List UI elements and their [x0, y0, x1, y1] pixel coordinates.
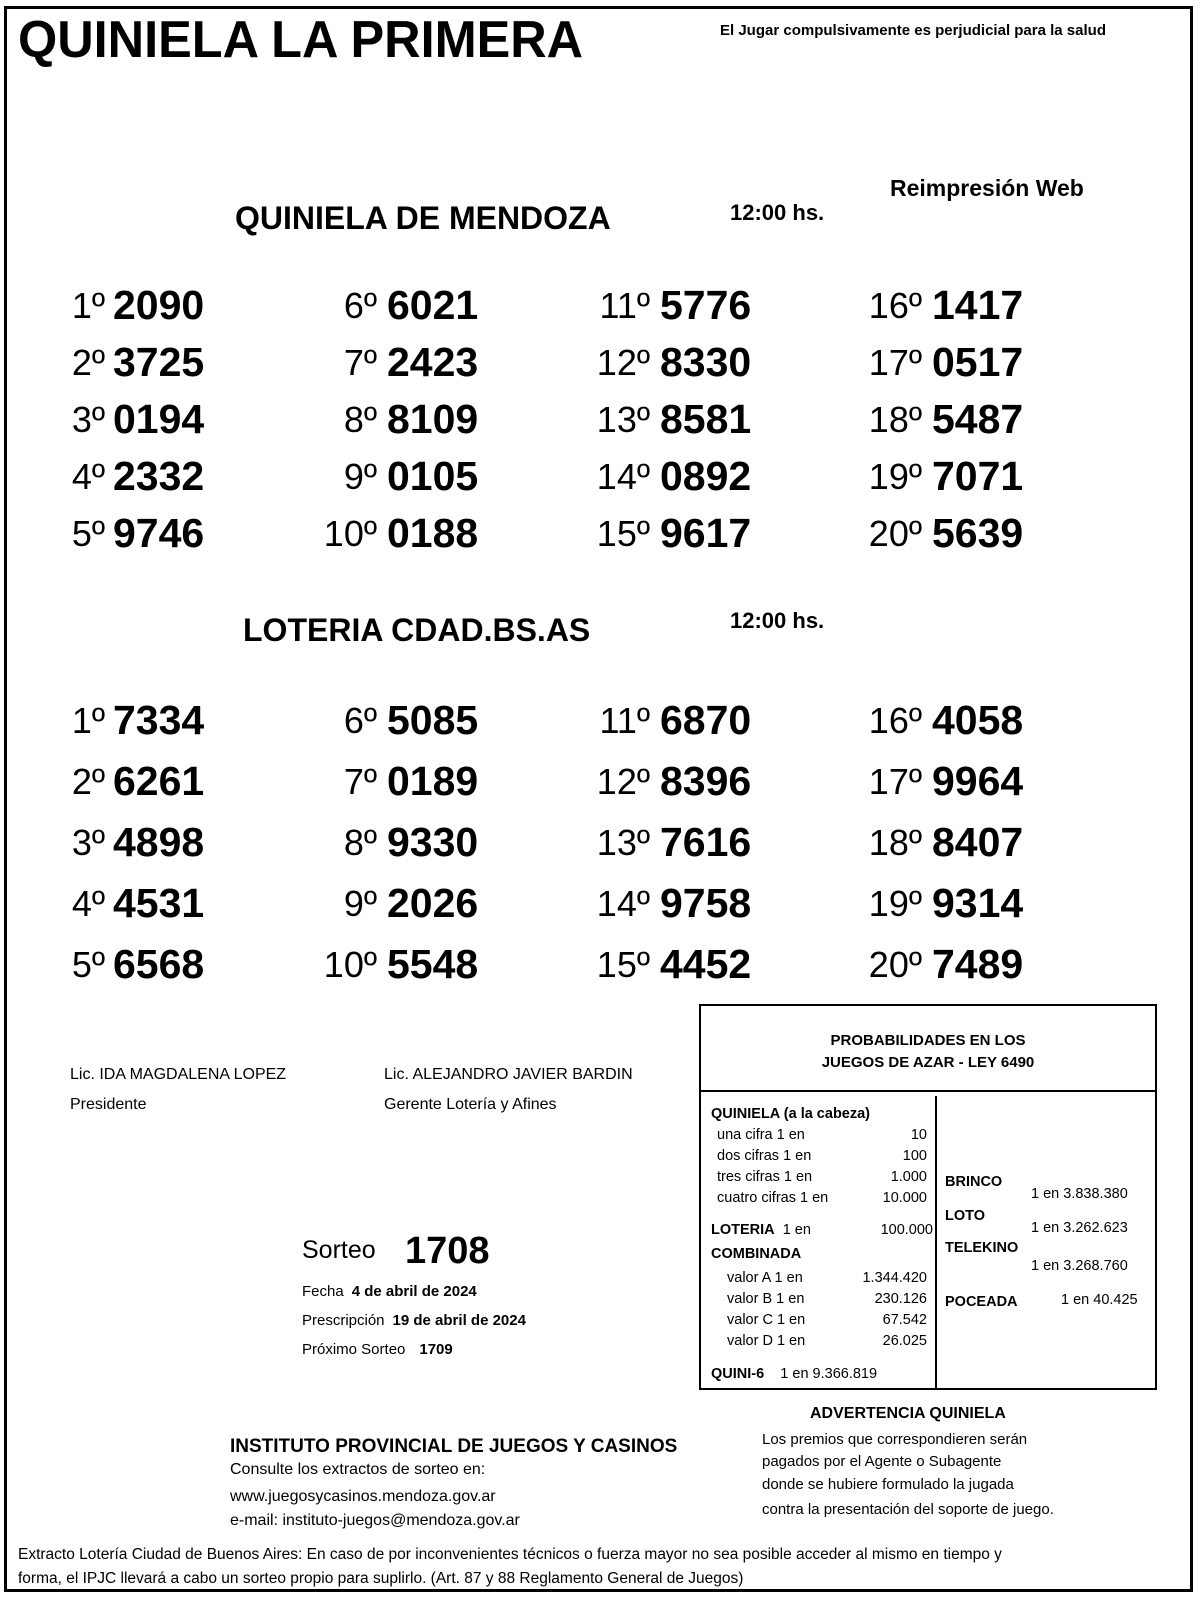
health-warning: El Jugar compulsivamente es perjudicial para la salud	[720, 22, 1106, 39]
result-position: 13º	[596, 399, 650, 440]
result-position: 19º	[868, 456, 922, 497]
result-position: 15º	[596, 513, 650, 554]
signature-name-president: Lic. IDA MAGDALENA LOPEZ	[70, 1066, 287, 1083]
result-position: 1º	[71, 285, 105, 326]
combinada-prob-title: COMBINADA	[711, 1246, 802, 1262]
sorteo-number: 1708	[405, 1230, 490, 1272]
result-number: 2332	[113, 453, 205, 499]
result-number: 6568	[113, 941, 205, 987]
result-number: 6021	[387, 282, 479, 328]
result-number: 6261	[113, 758, 205, 804]
result-position: 9º	[343, 883, 377, 924]
result-number: 2026	[387, 880, 479, 926]
result-position: 5º	[71, 944, 105, 985]
result-position: 6º	[343, 700, 377, 741]
result-number: 7489	[932, 941, 1024, 987]
prob-row-label: una cifra 1 en	[717, 1127, 805, 1143]
result-position: 6º	[343, 285, 377, 326]
fecha-value: 4 de abril de 2024	[351, 1283, 477, 1300]
loto-prob-value: 1 en 3.262.623	[1031, 1220, 1128, 1236]
result-number: 1417	[932, 282, 1024, 328]
prescripcion-value: 19 de abril de 2024	[392, 1312, 526, 1329]
result-position: 8º	[343, 399, 377, 440]
proximo-value: 1709	[419, 1341, 453, 1358]
brinco-prob-label: BRINCO	[945, 1174, 1003, 1190]
result-position: 2º	[71, 761, 105, 802]
result-number: 4531	[113, 880, 205, 926]
loteria-prob-row	[711, 1222, 811, 1238]
result-number: 9964	[932, 758, 1024, 804]
result-position: 3º	[71, 399, 105, 440]
institute-website: www.juegosycasinos.mendoza.gov.ar	[230, 1488, 496, 1505]
result-position: 11º	[599, 285, 650, 326]
result-position: 5º	[71, 513, 105, 554]
result-position: 20º	[868, 513, 922, 554]
result-number: 8407	[932, 819, 1024, 865]
result-number: 7616	[660, 819, 752, 865]
proximo-label: Próximo Sorteo	[302, 1341, 406, 1358]
result-number: 4452	[660, 941, 752, 987]
section-time-mendoza: 12:00 hs.	[730, 200, 825, 225]
prob-row-label: dos cifras 1 en	[717, 1148, 812, 1164]
brinco-prob-value: 1 en 3.838.380	[1031, 1186, 1128, 1202]
result-position: 12º	[596, 761, 650, 802]
prob-row-label: cuatro cifras 1 en	[717, 1190, 829, 1206]
probabilities-header-line1: PROBABILIDADES EN LOS	[830, 1032, 1026, 1049]
probabilities-header-line2: JUEGOS DE AZAR - LEY 6490	[821, 1054, 1035, 1071]
footer-line1: Extracto Lotería Ciudad de Buenos Aires: En caso de por inconvenientes técnicos o fuerza mayor no sea posible acceder al mismo en tiempo y	[18, 1546, 1002, 1563]
poceada-prob-value: 1 en 40.425	[1061, 1292, 1138, 1308]
result-number: 5639	[932, 510, 1024, 556]
result-number: 5548	[387, 941, 479, 987]
result-position: 15º	[596, 944, 650, 985]
probabilities-header	[701, 1006, 1155, 1092]
advertencia-title: ADVERTENCIA QUINIELA	[810, 1405, 1006, 1422]
result-number: 5776	[660, 282, 752, 328]
quini6-prob-text: 1 en 9.366.819	[780, 1366, 878, 1382]
result-position: 18º	[868, 822, 922, 863]
prob-row-value: 10	[910, 1127, 927, 1143]
result-position: 16º	[868, 700, 922, 741]
page-title: QUINIELA LA PRIMERA	[18, 11, 584, 69]
result-position: 1º	[71, 700, 105, 741]
loteria-prob-text: 1 en	[782, 1222, 811, 1238]
loteria-prob-value: 100.000	[880, 1222, 933, 1238]
result-position: 8º	[343, 822, 377, 863]
section-title-mendoza: QUINIELA DE MENDOZA	[235, 200, 611, 236]
institute-title: INSTITUTO PROVINCIAL DE JUEGOS Y CASINOS	[230, 1436, 678, 1457]
result-position: 9º	[343, 456, 377, 497]
result-position: 7º	[343, 761, 377, 802]
result-position: 18º	[868, 399, 922, 440]
result-number: 0189	[387, 758, 479, 804]
prob-row-value: 67.542	[882, 1312, 927, 1328]
result-position: 16º	[868, 285, 922, 326]
proximo-row	[302, 1341, 453, 1358]
result-number: 7071	[932, 453, 1024, 499]
prob-row-label: tres cifras 1 en	[717, 1169, 813, 1185]
reprint-label: Reimpresión Web	[890, 175, 1084, 201]
prob-row-value: 1.344.420	[862, 1270, 927, 1286]
result-number: 0517	[932, 339, 1024, 385]
advertencia-line: donde se hubiere formulado la jugada	[762, 1476, 1014, 1493]
loto-prob-label: LOTO	[945, 1208, 986, 1224]
result-position: 10º	[323, 513, 377, 554]
result-position: 17º	[868, 761, 922, 802]
footer-line2: forma, el IPJC llevará a cabo un sorteo propio para suplirlo. (Art. 87 y 88 Reglamento General de Juegos)	[18, 1570, 744, 1587]
telekino-prob-value: 1 en 3.268.760	[1031, 1258, 1128, 1274]
prob-row-value: 10.000	[882, 1190, 927, 1206]
prescripcion-label: Prescripción	[302, 1312, 385, 1329]
result-number: 8330	[660, 339, 752, 385]
result-number: 6870	[660, 697, 752, 743]
result-number: 4058	[932, 697, 1024, 743]
result-position: 12º	[596, 342, 650, 383]
loteria-prob-label: LOTERIA	[711, 1222, 775, 1238]
fecha-label: Fecha	[302, 1283, 344, 1300]
result-number: 8109	[387, 396, 479, 442]
result-position: 17º	[868, 342, 922, 383]
result-number: 8396	[660, 758, 752, 804]
result-number: 9617	[660, 510, 752, 556]
poceada-prob-label: POCEADA	[945, 1294, 1018, 1310]
result-number: 4898	[113, 819, 205, 865]
result-position: 10º	[323, 944, 377, 985]
prob-row-value: 100	[902, 1148, 927, 1164]
result-number: 2423	[387, 339, 479, 385]
result-position: 7º	[343, 342, 377, 383]
fecha-row	[302, 1283, 477, 1300]
result-number: 0188	[387, 510, 479, 556]
result-number: 3725	[113, 339, 205, 385]
signature-role-manager: Gerente Lotería y Afines	[384, 1096, 557, 1113]
quini6-prob-row	[711, 1366, 877, 1382]
result-position: 13º	[596, 822, 650, 863]
prob-row-value: 230.126	[874, 1291, 927, 1307]
result-number: 8581	[660, 396, 752, 442]
quini6-prob-label: QUINI-6	[711, 1366, 765, 1382]
prob-row-label: valor D 1 en	[727, 1333, 806, 1349]
result-number: 9746	[113, 510, 205, 556]
result-number: 9758	[660, 880, 752, 926]
result-number: 9314	[932, 880, 1024, 926]
result-position: 11º	[599, 700, 650, 741]
probabilities-box	[699, 1004, 1157, 1390]
prob-row-label: valor A 1 en	[727, 1270, 803, 1286]
result-position: 14º	[596, 883, 650, 924]
prob-row-value: 26.025	[882, 1333, 927, 1349]
section-time-bsas: 12:00 hs.	[730, 608, 825, 633]
section-title-bsas: LOTERIA CDAD.BS.AS	[243, 612, 591, 648]
result-number: 7334	[113, 697, 205, 743]
quiniela-prob-title: QUINIELA (a la cabeza)	[711, 1106, 871, 1122]
result-position: 19º	[868, 883, 922, 924]
result-number: 2090	[113, 282, 205, 328]
result-number: 9330	[387, 819, 479, 865]
result-position: 20º	[868, 944, 922, 985]
probabilities-divider	[935, 1096, 937, 1388]
result-number: 0194	[113, 396, 205, 442]
advertencia-line: contra la presentación del soporte de juego.	[762, 1501, 1054, 1518]
advertencia-line: pagados por el Agente o Subagente	[762, 1453, 1002, 1470]
result-position: 4º	[71, 456, 105, 497]
telekino-prob-label: TELEKINO	[945, 1240, 1019, 1256]
result-number: 0105	[387, 453, 479, 499]
institute-line-consult: Consulte los extractos de sorteo en:	[230, 1461, 486, 1478]
sorteo-label: Sorteo	[302, 1236, 376, 1264]
institute-email: e-mail: instituto-juegos@mendoza.gov.ar	[230, 1512, 520, 1529]
result-number: 5487	[932, 396, 1024, 442]
result-number: 5085	[387, 697, 479, 743]
prob-row-label: valor C 1 en	[727, 1312, 806, 1328]
signature-name-manager: Lic. ALEJANDRO JAVIER BARDIN	[384, 1066, 633, 1083]
result-number: 0892	[660, 453, 752, 499]
result-position: 2º	[71, 342, 105, 383]
prescripcion-row	[302, 1312, 526, 1329]
prob-row-value: 1.000	[890, 1169, 927, 1185]
signature-role-president: Presidente	[70, 1096, 147, 1113]
prob-row-label: valor B 1 en	[727, 1291, 805, 1307]
result-position: 14º	[596, 456, 650, 497]
result-position: 3º	[71, 822, 105, 863]
result-position: 4º	[71, 883, 105, 924]
advertencia-line: Los premios que correspondieren serán	[762, 1431, 1028, 1448]
